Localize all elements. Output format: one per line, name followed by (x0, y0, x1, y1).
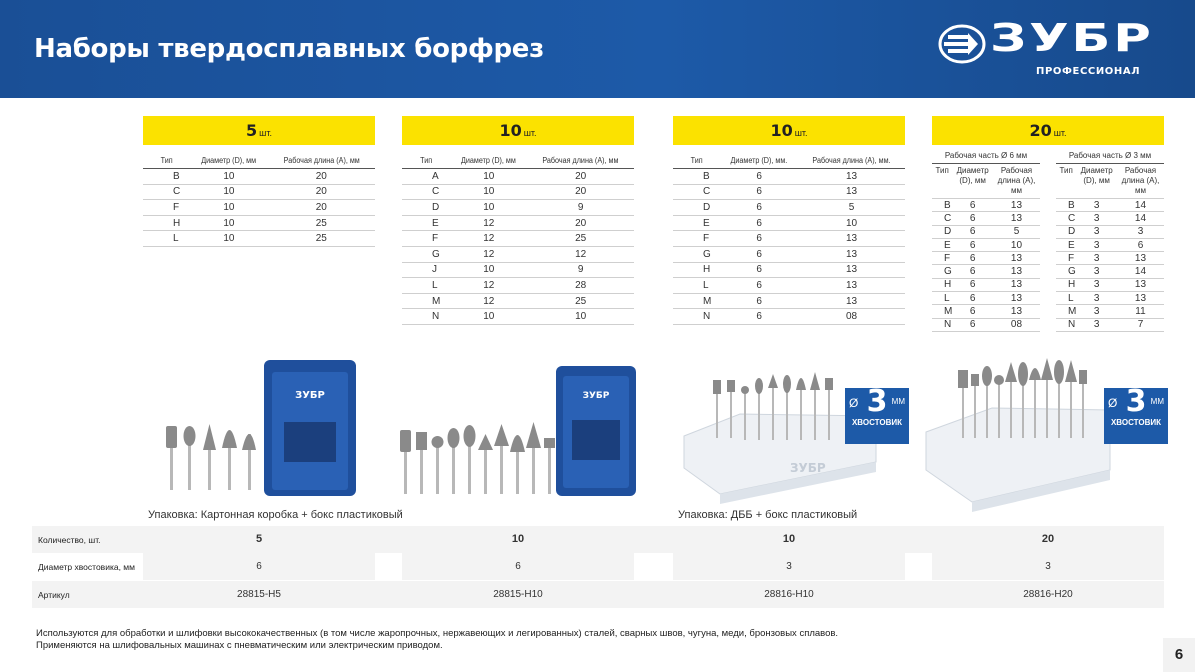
diameter-cell: 6 (952, 212, 993, 225)
length-cell: 13 (798, 184, 905, 200)
type-cell: B (143, 169, 190, 185)
diameter-cell: 6 (720, 278, 798, 294)
col-length: Рабочая длина (А), мм (273, 153, 370, 169)
shank-value: 3 (866, 384, 888, 419)
diameter-cell: 6 (952, 318, 993, 331)
diameter-cell: 6 (952, 292, 993, 305)
set-qty: 20 (1029, 121, 1052, 140)
diameter-cell: 3 (1076, 265, 1117, 278)
table-row (932, 265, 1040, 278)
table-row (1056, 292, 1164, 305)
diameter-cell: 10 (190, 200, 267, 216)
case-brand-text: ЗУБР (295, 390, 325, 401)
length-cell: 13 (798, 169, 905, 185)
table-row (1056, 199, 1164, 212)
col-diameter: Диаметр (D), мм. (724, 153, 794, 169)
set-qty: 10 (770, 121, 793, 140)
table-row (402, 262, 634, 278)
brand-logo (938, 16, 1168, 82)
summary-row-quantity (32, 526, 1164, 553)
product-photo-set-10 (398, 356, 638, 504)
type-cell: D (673, 200, 720, 216)
table-row (402, 278, 634, 294)
type-cell: F (932, 252, 952, 265)
shank-unit: ММ (1150, 397, 1164, 406)
header-banner (0, 0, 1195, 98)
diameter-cell: 10 (450, 309, 527, 325)
length-cell: 20 (527, 215, 634, 231)
length-cell: 13 (798, 246, 905, 262)
set-20-3mm-table (1056, 164, 1164, 332)
table-row (1056, 252, 1164, 265)
length-cell: 25 (527, 293, 634, 309)
table-row (932, 252, 1040, 265)
type-cell: G (932, 265, 952, 278)
diameter-cell: 3 (1076, 318, 1117, 331)
length-cell: 13 (993, 292, 1040, 305)
summary-row-shank (32, 553, 1164, 580)
diameter-cell: 12 (450, 246, 527, 262)
type-cell: L (143, 231, 190, 247)
summary-value: 28815-H5 (237, 589, 281, 600)
diameter-cell: 3 (1076, 278, 1117, 291)
product-photo-set-20 (922, 352, 1112, 520)
type-cell: N (932, 318, 952, 331)
diameter-cell: 3 (1076, 212, 1117, 225)
diameter-cell: 3 (1076, 238, 1117, 251)
summary-value: 28815-H10 (493, 589, 543, 600)
diameter-cell: 10 (450, 184, 527, 200)
table-row (143, 231, 375, 247)
diameter-cell: 6 (952, 238, 993, 251)
table-row (932, 292, 1040, 305)
length-cell: 13 (993, 252, 1040, 265)
summary-value: 6 (515, 561, 521, 572)
type-cell: H (1056, 278, 1076, 291)
table-row (1056, 265, 1164, 278)
length-cell: 13 (1117, 278, 1164, 291)
length-cell: 13 (993, 199, 1040, 212)
diameter-cell: 10 (190, 169, 267, 185)
type-cell: L (1056, 292, 1076, 305)
col-length: Рабочая длина (А), мм (1117, 164, 1164, 199)
diameter-cell: 6 (720, 262, 798, 278)
table-row (673, 200, 905, 216)
table-row (673, 215, 905, 231)
shank-value: 3 (1125, 384, 1147, 419)
summary-value: 10 (782, 533, 796, 545)
table-row (402, 200, 634, 216)
table-row (673, 231, 905, 247)
set-20-6mm-block (932, 145, 1040, 332)
length-cell: 20 (527, 169, 634, 185)
diameter-cell: 6 (952, 225, 993, 238)
product-photo-set-5 (160, 352, 360, 504)
diameter-cell: 6 (952, 305, 993, 318)
type-cell: A (402, 169, 450, 185)
table-row (1056, 225, 1164, 238)
type-cell: L (673, 278, 720, 294)
summary-value: 28816-H20 (1023, 589, 1073, 600)
col-diameter: Диаметр (D), мм (454, 153, 523, 169)
diameter-cell: 10 (190, 184, 267, 200)
type-cell: M (1056, 305, 1076, 318)
diameter-cell: 6 (952, 252, 993, 265)
diameter-cell: 12 (450, 215, 527, 231)
type-cell: D (402, 200, 450, 216)
type-cell: N (402, 309, 450, 325)
summary-row-article (32, 581, 1164, 608)
length-cell: 9 (527, 262, 634, 278)
diameter-cell: 6 (720, 184, 798, 200)
length-cell: 28 (527, 278, 634, 294)
table-row (673, 262, 905, 278)
brand-name: ЗУБР (990, 16, 1154, 60)
set-unit: шт. (794, 128, 808, 138)
length-cell: 25 (527, 231, 634, 247)
type-cell: D (1056, 225, 1076, 238)
type-cell: L (402, 278, 450, 294)
table-row (402, 309, 634, 325)
set-5-column (143, 116, 375, 247)
set-10-spec-table (402, 153, 634, 325)
length-cell: 13 (993, 278, 1040, 291)
length-cell: 10 (527, 309, 634, 325)
footer-line: Применяются на шлифовальных машинах с пневматическим или электрическим приводом. (36, 640, 443, 651)
table-row (143, 215, 375, 231)
type-cell: N (673, 309, 720, 325)
table-row (1056, 305, 1164, 318)
set-unit: шт. (259, 128, 272, 138)
diameter-cell: 10 (450, 262, 527, 278)
sub-table-title: Рабочая часть Ø 3 мм (1056, 149, 1164, 164)
col-type: Тип (404, 153, 448, 169)
length-cell: 13 (798, 293, 905, 309)
burr-bits-group (166, 424, 256, 490)
length-cell: 14 (1117, 212, 1164, 225)
diameter-symbol: Ø (849, 396, 859, 410)
diameter-cell: 6 (952, 265, 993, 278)
length-cell: 08 (993, 318, 1040, 331)
summary-value: 3 (786, 561, 792, 572)
type-cell: F (143, 200, 190, 216)
length-cell: 14 (1117, 199, 1164, 212)
length-cell: 08 (798, 309, 905, 325)
type-cell: M (402, 293, 450, 309)
col-diameter: Диаметр (D), мм (952, 164, 993, 199)
table-row (932, 212, 1040, 225)
table-row (143, 169, 375, 185)
diameter-cell: 3 (1076, 292, 1117, 305)
set-qty: 10 (499, 121, 522, 140)
diameter-cell: 10 (450, 169, 527, 185)
type-cell: H (143, 215, 190, 231)
length-cell: 13 (798, 262, 905, 278)
logo-emblem-icon (938, 24, 986, 64)
type-cell: E (402, 215, 450, 231)
set-5-spec-table (143, 153, 375, 247)
summary-value: 20 (1041, 533, 1055, 545)
case-brand-text: ЗУБР (790, 461, 826, 475)
footer-line: Используются для обработки и шлифовки высококачественных (в том числе жаропрочных, нержавеющих и легированных) сталей, сварных швов, чугуна, меди, бронзовых сплавов. (36, 628, 839, 639)
diameter-cell: 6 (720, 309, 798, 325)
footer-notes (36, 628, 838, 652)
storage-case (556, 366, 636, 496)
type-cell: H (673, 262, 720, 278)
table-row (932, 238, 1040, 251)
shank-badge-set-10 (845, 384, 909, 444)
summary-label: Артикул (38, 590, 70, 600)
summary-value: 28816-H10 (764, 589, 814, 600)
length-cell: 20 (268, 169, 375, 185)
length-cell: 13 (993, 265, 1040, 278)
set-10-3mm-header (673, 116, 905, 145)
summary-value: 6 (256, 561, 262, 572)
length-cell: 13 (993, 305, 1040, 318)
shank-unit: ММ (891, 397, 905, 406)
length-cell: 25 (268, 215, 375, 231)
col-type: Тип (1056, 164, 1076, 199)
length-cell: 10 (798, 215, 905, 231)
diameter-cell: 12 (450, 293, 527, 309)
table-row (932, 199, 1040, 212)
length-cell: 7 (1117, 318, 1164, 331)
burr-bits-group (713, 372, 833, 440)
type-cell: D (932, 225, 952, 238)
diameter-cell: 6 (952, 278, 993, 291)
table-row (1056, 278, 1164, 291)
type-cell: C (932, 212, 952, 225)
length-cell: 13 (993, 212, 1040, 225)
length-cell: 20 (268, 184, 375, 200)
col-diameter: Диаметр (D), мм (1076, 164, 1117, 199)
table-row (1056, 238, 1164, 251)
sub-table-title: Рабочая часть Ø 6 мм (932, 149, 1040, 164)
summary-value: 5 (255, 533, 263, 545)
summary-value: 10 (511, 533, 525, 545)
diameter-cell: 10 (190, 231, 267, 247)
diameter-cell: 6 (720, 246, 798, 262)
summary-label: Диаметр хвостовика, мм (38, 562, 135, 572)
summary-value: 3 (1045, 561, 1051, 572)
type-cell: C (143, 184, 190, 200)
type-cell: B (673, 169, 720, 185)
length-cell: 25 (268, 231, 375, 247)
type-cell: B (932, 199, 952, 212)
set-10-3mm-column (673, 116, 905, 325)
diameter-cell: 6 (720, 293, 798, 309)
shank-badge-set-20 (1104, 384, 1168, 444)
type-cell: M (673, 293, 720, 309)
diameter-cell: 3 (1076, 225, 1117, 238)
length-cell: 3 (1117, 225, 1164, 238)
set-5-header (143, 116, 375, 145)
table-row (1056, 318, 1164, 331)
length-cell: 5 (993, 225, 1040, 238)
col-diameter: Диаметр (D), мм (194, 153, 264, 169)
length-cell: 20 (268, 200, 375, 216)
type-cell: J (402, 262, 450, 278)
table-row (932, 305, 1040, 318)
diameter-cell: 6 (720, 200, 798, 216)
storage-case (264, 360, 356, 496)
table-row (673, 278, 905, 294)
table-row (932, 225, 1040, 238)
table-row (143, 184, 375, 200)
summary-label: Количество, шт. (38, 535, 101, 545)
type-cell: L (932, 292, 952, 305)
type-cell: F (1056, 252, 1076, 265)
type-cell: N (1056, 318, 1076, 331)
table-row (932, 278, 1040, 291)
type-cell: G (673, 246, 720, 262)
diameter-cell: 6 (720, 231, 798, 247)
col-type: Тип (675, 153, 718, 169)
length-cell: 11 (1117, 305, 1164, 318)
case-brand-text: ЗУБР (582, 391, 610, 401)
table-row (143, 200, 375, 216)
packaging-label-2: Упаковка: ДББ + бокс пластиковый (678, 509, 858, 521)
table-row (673, 246, 905, 262)
set-unit: шт. (523, 128, 537, 138)
table-row (673, 184, 905, 200)
shank-label: ХВОСТОВИК (851, 418, 903, 427)
length-cell: 9 (527, 200, 634, 216)
length-cell: 12 (527, 246, 634, 262)
diameter-symbol: Ø (1108, 396, 1118, 410)
type-cell: G (1056, 265, 1076, 278)
diameter-cell: 3 (1076, 305, 1117, 318)
length-cell: 20 (527, 184, 634, 200)
set-unit: шт. (1053, 128, 1067, 138)
page-title: Наборы твердосплавных борфрез (34, 34, 544, 64)
brand-subtitle: ПРОФЕССИОНАЛ (1036, 66, 1141, 77)
page-number: 6 (1163, 638, 1195, 672)
table-row (932, 318, 1040, 331)
col-length: Рабочая длина (А), мм. (803, 153, 899, 169)
diameter-cell: 6 (720, 169, 798, 185)
col-length: Рабочая длина (А), мм (993, 164, 1040, 199)
length-cell: 5 (798, 200, 905, 216)
type-cell: C (673, 184, 720, 200)
col-type: Тип (932, 164, 952, 199)
table-row (402, 231, 634, 247)
type-cell: C (1056, 212, 1076, 225)
packaging-label-1: Упаковка: Картонная коробка + бокс пластиковый (148, 509, 403, 521)
set-10-3mm-spec-table (673, 153, 905, 325)
length-cell: 13 (798, 231, 905, 247)
type-cell: E (932, 238, 952, 251)
length-cell: 13 (1117, 252, 1164, 265)
table-row (402, 246, 634, 262)
type-cell: H (932, 278, 952, 291)
type-cell: E (673, 215, 720, 231)
table-row (673, 293, 905, 309)
type-cell: C (402, 184, 450, 200)
type-cell: F (673, 231, 720, 247)
type-cell: F (402, 231, 450, 247)
table-row (402, 293, 634, 309)
table-row (402, 184, 634, 200)
table-row (673, 169, 905, 185)
table-row (1056, 212, 1164, 225)
set-10-header (402, 116, 634, 145)
diameter-cell: 12 (450, 231, 527, 247)
type-cell: E (1056, 238, 1076, 251)
diameter-cell: 10 (450, 200, 527, 216)
diameter-cell: 3 (1076, 252, 1117, 265)
type-cell: M (932, 305, 952, 318)
set-qty: 5 (246, 121, 258, 140)
set-20-header (932, 116, 1164, 145)
diameter-cell: 12 (450, 278, 527, 294)
col-length: Рабочая длина (А), мм (533, 153, 629, 169)
length-cell: 14 (1117, 265, 1164, 278)
set-20-3mm-block (1056, 145, 1164, 332)
diameter-cell: 3 (1076, 199, 1117, 212)
burr-bits-group (400, 422, 555, 494)
type-cell: B (1056, 199, 1076, 212)
length-cell: 13 (798, 278, 905, 294)
length-cell: 13 (1117, 292, 1164, 305)
shank-label: ХВОСТОВИК (1110, 418, 1162, 427)
length-cell: 6 (1117, 238, 1164, 251)
col-type: Тип (145, 153, 188, 169)
table-row (402, 215, 634, 231)
table-row (402, 169, 634, 185)
type-cell: G (402, 246, 450, 262)
diameter-cell: 6 (952, 199, 993, 212)
set-10-column (402, 116, 634, 325)
set-20-6mm-table (932, 164, 1040, 332)
set-20-column (932, 116, 1164, 332)
table-row (673, 309, 905, 325)
length-cell: 10 (993, 238, 1040, 251)
diameter-cell: 10 (190, 215, 267, 231)
diameter-cell: 6 (720, 215, 798, 231)
